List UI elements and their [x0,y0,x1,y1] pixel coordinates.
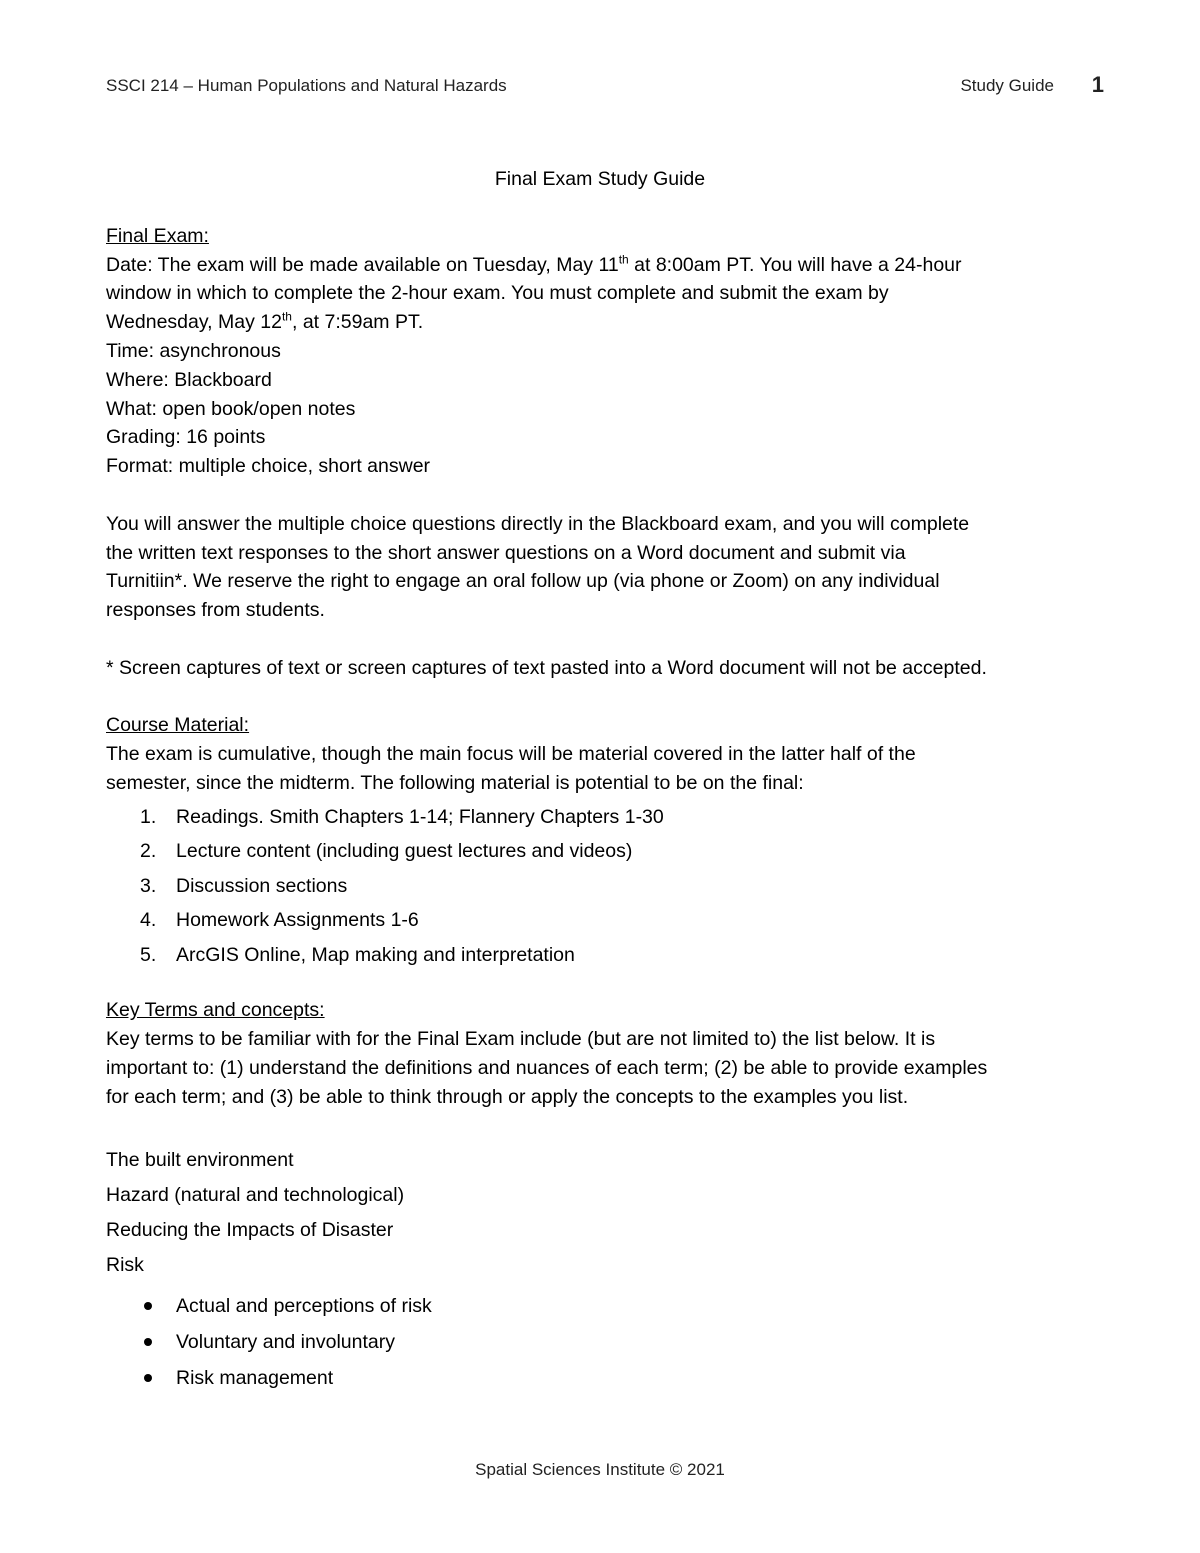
header-page-number: 1 [1091,72,1104,97]
instructions-line-3: Turnitiin*. We reserve the right to engage an oral follow up (via phone or Zoom) on any individual [106,570,940,593]
risk-subitems-list [106,1291,1106,1399]
exam-deadline-line [106,308,1106,337]
exam-window-line: window in which to complete the 2-hour exam. You must complete and submit the exam by [106,282,889,305]
list-item [106,1327,1106,1363]
list-item-number: 5. [140,943,157,966]
final-exam-heading: Final Exam: [106,224,209,247]
list-item-text: Actual and perceptions of risk [176,1295,432,1318]
page-footer: Spatial Sciences Institute © 2021 [475,1460,725,1479]
list-item-text: Discussion sections [176,874,348,897]
course-material-list [106,802,1106,975]
screen-capture-footnote: * Screen captures of text or screen captures of text pasted into a Word document will not be accepted. [106,656,987,679]
course-material-line-2: semester, since the midterm. The following material is potential to be on the final: [106,771,804,794]
exam-where: Where: Blackboard [106,368,272,391]
instructions-line-1: You will answer the multiple choice questions directly in the Blackboard exam, and you will complete [106,512,970,535]
bullet-icon [144,1302,152,1310]
final-exam-section [106,222,1106,481]
term-reducing-impacts: Reducing the Impacts of Disaster [106,1219,394,1242]
list-item [106,802,1106,837]
bullet-icon [144,1374,152,1382]
list-item-text: Homework Assignments 1-6 [176,909,419,932]
instructions-paragraph [106,510,1106,625]
page-header [106,74,1104,102]
list-item [106,905,1106,940]
document-body [106,165,1106,1399]
header-doc-label: Study Guide [960,76,1054,95]
list-item [106,1363,1106,1399]
key-terms-line-3: for each term; and (3) be able to think through or apply the concepts to the examples you list. [106,1085,909,1108]
list-item [106,940,1106,975]
exam-grading: Grading: 16 points [106,426,266,449]
list-item [106,836,1106,871]
key-terms-line-1: Key terms to be familiar with for the Final Exam include (but are not limited to) the list below. It is [106,1028,936,1051]
exam-what: What: open book/open notes [106,397,356,420]
term-built-environment: The built environment [106,1149,294,1172]
list-item-text: Risk management [176,1367,334,1390]
course-material-heading: Course Material: [106,714,250,737]
exam-date-sup-1: th [618,252,629,267]
list-item [106,1291,1106,1327]
bullet-icon [144,1338,152,1346]
header-course-title: SSCI 214 – Human Populations and Natural Hazards [106,76,507,95]
exam-deadline-text-2: , at 7:59am PT. [291,311,424,334]
instructions-line-2: the written text responses to the short answer questions on a Word document and submit via [106,541,906,564]
term-hazard: Hazard (natural and technological) [106,1184,405,1207]
key-terms-section [106,996,1106,1399]
course-material-line-1: The exam is cumulative, though the main focus will be material covered in the latter half of the [106,743,916,766]
list-item [106,871,1106,906]
course-material-section [106,711,1106,974]
list-item-number: 3. [140,874,157,897]
document-title: Final Exam Study Guide [494,168,706,190]
key-terms-line-2: important to: (1) understand the definitions and nuances of each term; (2) be able to provide examples [106,1056,988,1079]
list-item-number: 1. [140,805,157,828]
list-item-text: Lecture content (including guest lectures and videos) [176,840,633,863]
term-risk: Risk [106,1254,144,1277]
list-item-text: Voluntary and involuntary [176,1331,395,1354]
list-item-text: Readings. Smith Chapters 1-14; Flannery Chapters 1-30 [176,805,664,828]
list-item-number: 4. [140,909,157,932]
exam-format: Format: multiple choice, short answer [106,455,431,478]
list-item-number: 2. [140,840,157,863]
exam-date-line [106,251,1106,280]
exam-deadline-text-1: Wednesday, May 12 [106,311,282,334]
list-item-text: ArcGIS Online, Map making and interpretation [176,943,575,966]
exam-deadline-sup: th [281,309,292,324]
key-terms-heading: Key Terms and concepts: [106,999,325,1022]
exam-time: Time: asynchronous [106,339,281,362]
exam-date-text-2: at 8:00am PT. You will have a 24-hour [628,253,962,276]
instructions-line-4: responses from students. [106,599,325,622]
exam-date-text-1: Date: The exam will be made available on Tuesday, May 11 [106,253,619,276]
